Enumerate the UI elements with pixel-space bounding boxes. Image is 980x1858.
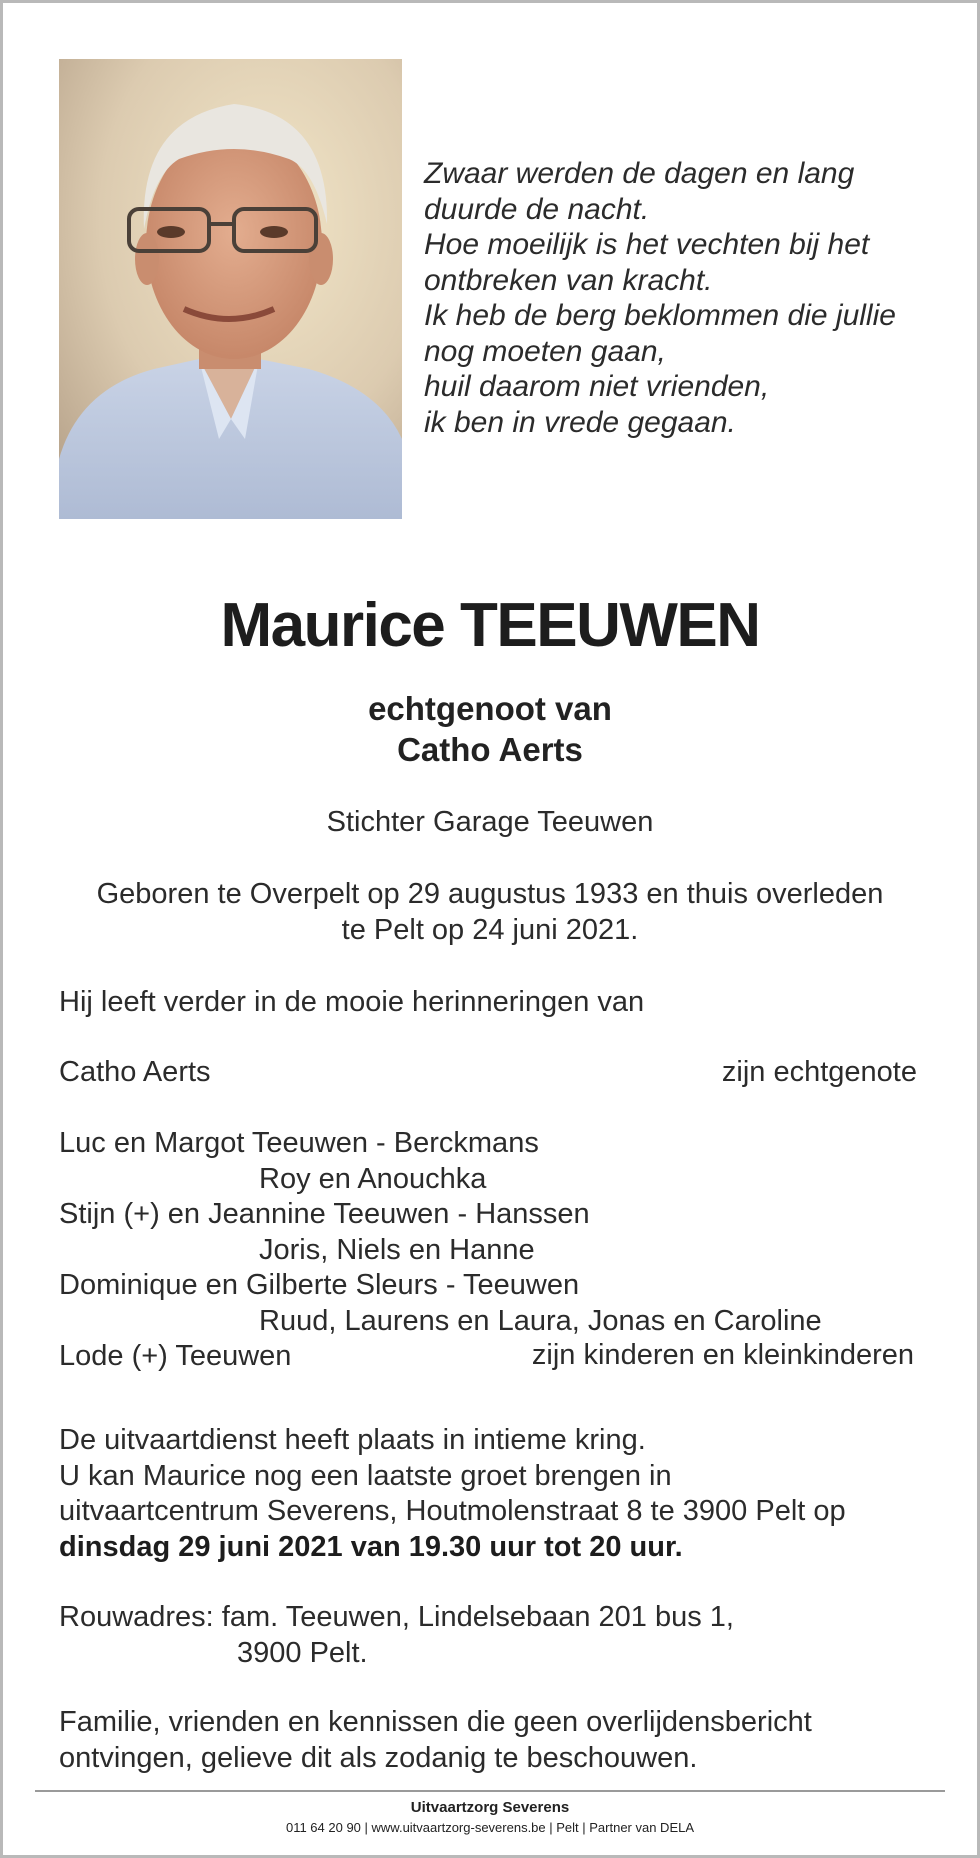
poem-line: huil daarom niet vrienden, [424, 370, 770, 403]
poem [424, 156, 944, 440]
service-line: U kan Maurice nog een laatste groet brengen in [59, 1459, 672, 1492]
family-line: Roy en Anouchka [259, 1162, 487, 1195]
spouse-entry-name: Catho Aerts [59, 1056, 211, 1088]
service-datetime: dinsdag 29 juni 2021 van 19.30 uur tot 20 uur. [59, 1530, 683, 1563]
relation-line: echtgenoot van [368, 690, 612, 727]
family-list [59, 1126, 822, 1375]
family-line: Stijn (+) en Jeannine Teeuwen - Hanssen [59, 1198, 590, 1230]
founder-title: Stichter Garage Teeuwen [326, 806, 654, 838]
address-line: 3900 Pelt. [237, 1636, 368, 1669]
address-info [59, 1600, 734, 1671]
address-line: Rouwadres: fam. Teeuwen, Lindelsebaan 201 bus 1, [59, 1601, 734, 1633]
closing-line: ontvingen, gelieve dit als zodanig te beschouwen. [59, 1741, 698, 1774]
poem-line: ontbreken van kracht. [424, 263, 713, 297]
service-line: De uitvaartdienst heeft plaats in intieme kring. [59, 1424, 646, 1456]
family-role: zijn kinderen en kleinkinderen [531, 1339, 914, 1371]
poem-line: duurde de nacht. [424, 192, 650, 226]
spouse-relation [0, 688, 980, 770]
service-line: uitvaartcentrum Severens, Houtmolenstraat 8 te 3900 Pelt op [59, 1495, 846, 1527]
portrait-photo [59, 59, 402, 519]
family-line: Lode (+) Teeuwen [59, 1340, 292, 1372]
family-line: Luc en Margot Teeuwen - Berckmans [59, 1127, 539, 1159]
birth-death-line: te Pelt op 24 juni 2021. [341, 913, 639, 946]
spouse-entry-role: zijn echtgenote [721, 1056, 917, 1088]
memories-intro: Hij leeft verder in de mooie herinneringen van [59, 986, 645, 1018]
poem-line: nog moeten gaan, [424, 334, 666, 368]
family-line: Dominique en Gilberte Sleurs - Teeuwen [59, 1269, 580, 1301]
birth-death-info [0, 877, 980, 948]
funeral-home-contact: 011 64 20 90 | www.uitvaartzorg-severens.be | Pelt | Partner van DELA [285, 1820, 695, 1835]
closing-note [59, 1705, 812, 1776]
service-info [59, 1423, 846, 1565]
closing-line: Familie, vrienden en kennissen die geen overlijdensbericht [59, 1706, 812, 1738]
footer-divider [35, 1790, 945, 1792]
poem-line: Hoe moeilijk is het vechten bij het [424, 228, 870, 261]
poem-line: Zwaar werden de dagen en lang [424, 157, 855, 190]
spouse-name: Catho Aerts [397, 731, 583, 768]
funeral-home-name: Uitvaartzorg Severens [410, 1799, 570, 1816]
birth-death-line: Geboren te Overpelt op 29 augustus 1933 en thuis overleden [96, 878, 884, 910]
family-line: Joris, Niels en Hanne [259, 1233, 535, 1266]
deceased-name: Maurice TEEUWEN [220, 591, 760, 660]
family-line: Ruud, Laurens en Laura, Jonas en Caroline [259, 1304, 822, 1337]
poem-line: ik ben in vrede gegaan. [424, 405, 736, 439]
poem-line: Ik heb de berg beklommen die jullie [424, 299, 896, 332]
